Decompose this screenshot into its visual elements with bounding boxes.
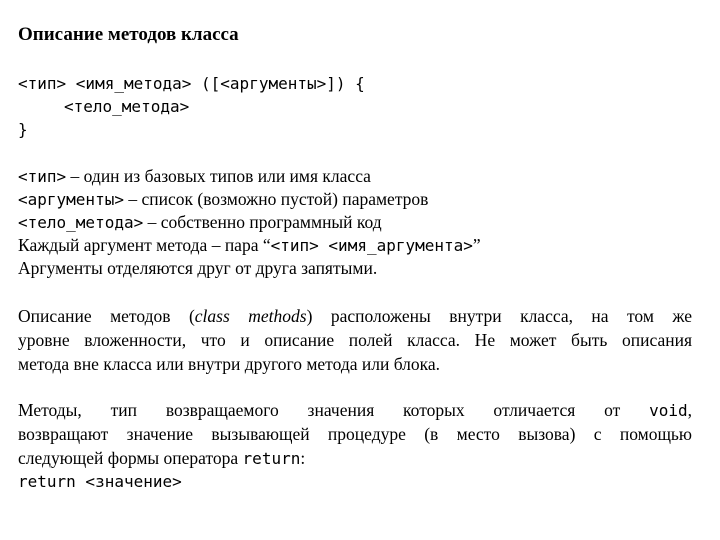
text-fragment: :	[300, 448, 306, 468]
syntax-line-signature: <тип> <имя_метода> ([<аргументы>]) {	[18, 74, 365, 93]
syntax-definitions	[18, 165, 692, 280]
page-title: Описание методов класса	[18, 24, 239, 45]
inline-code: void	[649, 401, 688, 420]
paragraph-line: возвращают значение вызывающей процедуре (в место вызова) с помощью	[18, 424, 692, 444]
argument-pair-suffix: ”	[472, 235, 481, 255]
definition-text: – список (возможно пустой) параметров	[123, 189, 429, 209]
text-fragment: ) расположены внутри класса, на том же	[306, 306, 692, 326]
syntax-line-close: }	[18, 120, 28, 139]
paragraph-line	[18, 304, 692, 328]
paragraph-line: уровне вложенности, что и описание полей класса. Не может быть описания	[18, 330, 692, 350]
inline-code: return	[242, 449, 301, 468]
definition-text: – собственно программный код	[143, 212, 382, 232]
definition-term: <аргументы>	[18, 190, 124, 209]
return-syntax-line: return <значение>	[18, 472, 182, 491]
argument-separator-note: Аргументы отделяются друг от друга запятыми.	[18, 258, 378, 278]
argument-pair-code: <тип> <имя_аргумента>	[270, 236, 473, 255]
paragraph-return-values	[18, 398, 692, 494]
definition-term: <тело_метода>	[18, 213, 144, 232]
argument-pair-prefix: Каждый аргумент метода – пара “	[18, 235, 271, 255]
emphasis-text: class methods	[194, 306, 307, 326]
definition-term: <тип>	[18, 167, 67, 186]
paragraph-line	[18, 446, 692, 470]
text-fragment: следующей формы оператора	[18, 448, 243, 468]
slide-content	[18, 22, 692, 494]
definition-text: – один из базовых типов или имя класса	[66, 166, 371, 186]
text-fragment: ,	[687, 400, 692, 420]
text-fragment: Методы, тип возвращаемого значения которых отличается от	[18, 400, 650, 420]
definition-body	[18, 211, 692, 234]
definition-arguments	[18, 188, 692, 211]
argument-pair-line	[18, 234, 692, 257]
paragraph-line: метода вне класса или внутри другого метода или блока.	[18, 354, 441, 374]
method-syntax	[18, 72, 692, 141]
paragraph-method-placement	[18, 304, 692, 376]
paragraph-line	[18, 398, 692, 422]
text-fragment: Описание методов (	[18, 306, 195, 326]
syntax-line-body: <тело_метода>	[64, 97, 190, 116]
definition-type	[18, 165, 692, 188]
